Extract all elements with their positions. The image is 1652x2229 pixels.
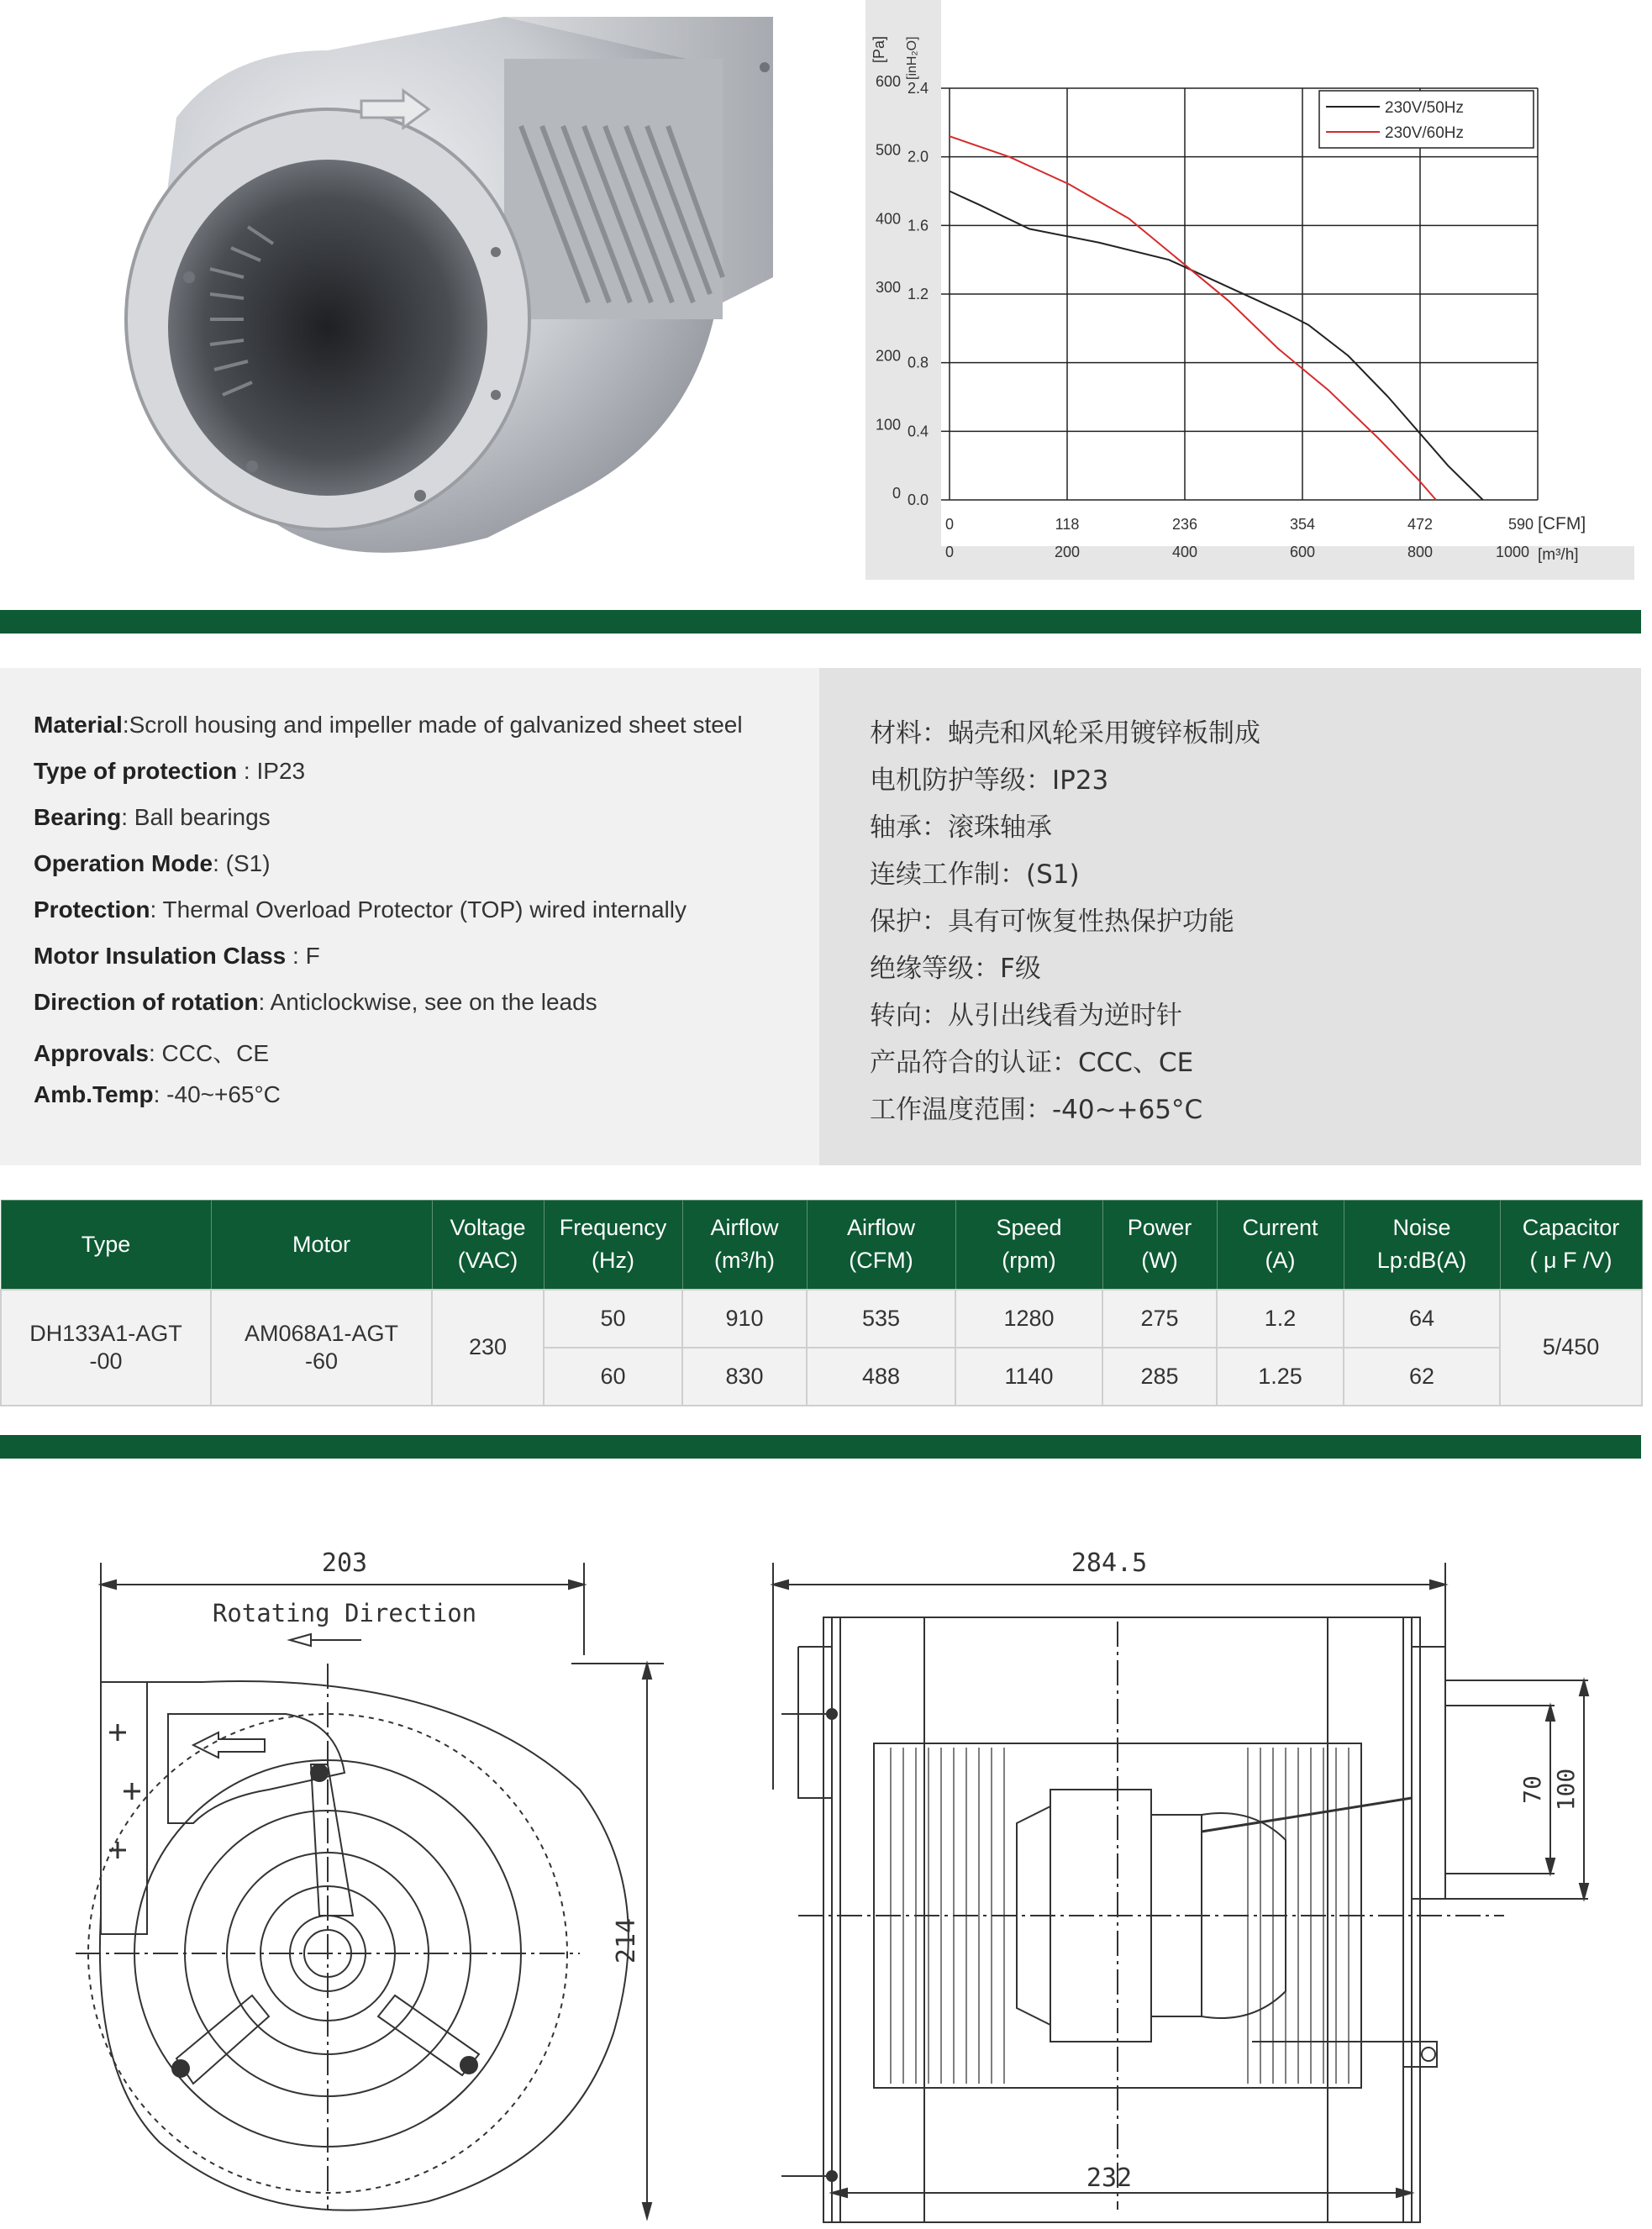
cell-current: 1.25 bbox=[1217, 1348, 1344, 1406]
x-tick-label-m3h: 800 bbox=[1407, 544, 1434, 560]
spec-bearing: Bearing: Ball bearings bbox=[34, 804, 271, 830]
header-airflow-cfm: Airflow (CFM) bbox=[807, 1201, 955, 1290]
y-tick-label-pa: 500 bbox=[875, 141, 901, 159]
cell-motor: AM068A1-AGT -60 bbox=[211, 1290, 432, 1406]
header-current: Current (A) bbox=[1217, 1201, 1344, 1290]
header-airflow-m3h: Airflow (m³/h) bbox=[682, 1201, 807, 1290]
spec-cn-protection-type: 电机防护等级：IP23 bbox=[870, 765, 1109, 796]
x-tick-label-cfm: 236 bbox=[1171, 516, 1198, 533]
cell-type: DH133A1-AGT -00 bbox=[1, 1290, 211, 1406]
x-tick-label-cfm: 0 bbox=[944, 516, 955, 533]
cell-power: 285 bbox=[1102, 1348, 1217, 1406]
y-tick-label-inh2o: 0.0 bbox=[908, 492, 929, 508]
x-tick-label-cfm: 354 bbox=[1289, 516, 1316, 533]
legend-label: 230V/60Hz bbox=[1385, 124, 1465, 142]
x-axis-label: [CFM] bbox=[1538, 514, 1586, 534]
header-voltage: Voltage (VAC) bbox=[432, 1201, 544, 1290]
y-tick-label-inh2o: 1.6 bbox=[908, 217, 929, 234]
table-row bbox=[1, 1290, 1642, 1348]
header-motor: Motor bbox=[211, 1201, 432, 1290]
cell-airflow-m3h: 910 bbox=[682, 1290, 807, 1348]
x-tick-label-cfm: 118 bbox=[1055, 516, 1080, 533]
spec-protection-type: Type of protection : IP23 bbox=[34, 758, 306, 784]
y-tick-label-pa: 300 bbox=[875, 279, 901, 296]
performance-table bbox=[0, 1200, 1641, 1406]
dim-100: 100 bbox=[1552, 1768, 1580, 1811]
spec-cn-bearing: 轴承：滚珠轴承 bbox=[870, 812, 1052, 843]
y-tick-label-pa: 600 bbox=[875, 73, 901, 90]
dim-height-214: 214 bbox=[612, 1917, 641, 1964]
y-tick-label-inh2o: 0.8 bbox=[908, 354, 929, 371]
x-tick-label-m3h: 0 bbox=[944, 544, 955, 560]
spec-cn-temp: 工作温度范围：-40~+65°C bbox=[870, 1095, 1203, 1125]
header-noise: Noise Lp:dB(A) bbox=[1344, 1201, 1500, 1290]
header-frequency: Frequency (Hz) bbox=[544, 1201, 682, 1290]
cell-capacitor: 5/450 bbox=[1500, 1290, 1642, 1406]
x-tick-label-m3h: 400 bbox=[1171, 544, 1198, 560]
cell-airflow-cfm: 535 bbox=[807, 1290, 955, 1348]
spec-cn-rotation: 转向：从引出线看为逆时针 bbox=[870, 1001, 1182, 1031]
cell-voltage: 230 bbox=[432, 1290, 544, 1406]
cell-frequency: 50 bbox=[544, 1290, 682, 1348]
performance-chart bbox=[865, 0, 1634, 580]
spec-material: Material:Scroll housing and impeller made of galvanized sheet steel bbox=[34, 712, 743, 738]
front-view-drawing bbox=[76, 1538, 697, 2226]
header-power: Power (W) bbox=[1102, 1201, 1217, 1290]
y-tick-label-inh2o: 2.4 bbox=[908, 80, 929, 97]
x-tick-label-m3h: 1000 bbox=[1495, 544, 1530, 560]
header-speed: Speed (rpm) bbox=[955, 1201, 1102, 1290]
y-tick-label-pa: 200 bbox=[875, 347, 901, 365]
spec-cn-material: 材料：蜗壳和风轮采用镀锌板制成 bbox=[870, 718, 1260, 749]
spec-insulation: Motor Insulation Class : F bbox=[34, 943, 320, 969]
x-axis-label-secondary: [m³/h] bbox=[1538, 546, 1579, 564]
x-tick-label-cfm: 590 bbox=[1507, 516, 1534, 533]
y-axis-label: [Pa] bbox=[871, 35, 887, 63]
header-capacitor: Capacitor ( μ F /V) bbox=[1500, 1201, 1642, 1290]
x-tick-label-cfm: 472 bbox=[1407, 516, 1434, 533]
spec-cn-operation-mode: 连续工作制：(S1) bbox=[870, 860, 1080, 890]
y-tick-label-inh2o: 1.2 bbox=[908, 286, 929, 302]
spec-cn-approvals: 产品符合的认证：CCC、CE bbox=[870, 1048, 1194, 1078]
legend-label: 230V/50Hz bbox=[1385, 99, 1465, 117]
spec-rotation: Direction of rotation: Anticlockwise, see on the leads bbox=[34, 989, 597, 1015]
product-photo bbox=[50, 0, 790, 588]
cell-noise: 62 bbox=[1344, 1348, 1500, 1406]
cell-current: 1.2 bbox=[1217, 1290, 1344, 1348]
section-divider bbox=[0, 610, 1641, 633]
specifications-chinese bbox=[819, 668, 1641, 1165]
specifications-english bbox=[0, 668, 819, 1165]
cell-power: 275 bbox=[1102, 1290, 1217, 1348]
dim-width-203: 203 bbox=[321, 1548, 368, 1578]
y-tick-label-pa: 0 bbox=[892, 485, 901, 502]
dim-width-284: 284.5 bbox=[1071, 1548, 1148, 1578]
spec-operation-mode: Operation Mode: (S1) bbox=[34, 850, 271, 876]
specifications-panel bbox=[0, 668, 1641, 1165]
y-tick-label-pa: 400 bbox=[875, 210, 901, 228]
performance-chart-svg bbox=[865, 0, 1634, 580]
table-header-row bbox=[1, 1201, 1642, 1290]
section-divider bbox=[0, 1435, 1641, 1459]
y-tick-label-pa: 100 bbox=[875, 416, 901, 434]
spec-protection: Protection: Thermal Overload Protector (TOP) wired internally bbox=[34, 896, 687, 923]
cell-frequency: 60 bbox=[544, 1348, 682, 1406]
cell-speed: 1140 bbox=[955, 1348, 1102, 1406]
cell-noise: 64 bbox=[1344, 1290, 1500, 1348]
x-tick-label-m3h: 200 bbox=[1054, 544, 1081, 560]
rotating-direction-label: Rotating Direction bbox=[212, 1599, 477, 1627]
y-tick-label-inh2o: 2.0 bbox=[908, 148, 929, 166]
cell-airflow-cfm: 488 bbox=[807, 1348, 955, 1406]
header-type: Type bbox=[1, 1201, 211, 1290]
side-view-drawing bbox=[748, 1538, 1613, 2226]
spec-approvals: Approvals: CCC、CE bbox=[34, 1040, 270, 1066]
x-tick-label-m3h: 600 bbox=[1289, 544, 1316, 560]
dim-width-232: 232 bbox=[1086, 2163, 1133, 2193]
spec-cn-insulation: 绝缘等级：F级 bbox=[870, 954, 1041, 984]
spec-temp: Amb.Temp: -40~+65°C bbox=[34, 1081, 281, 1107]
dim-70: 70 bbox=[1518, 1775, 1546, 1804]
y-axis-label-secondary: [inH₂O] bbox=[905, 36, 919, 80]
cell-airflow-m3h: 830 bbox=[682, 1348, 807, 1406]
cell-speed: 1280 bbox=[955, 1290, 1102, 1348]
spec-cn-protection: 保护：具有可恢复性热保护功能 bbox=[870, 907, 1234, 937]
y-tick-label-inh2o: 0.4 bbox=[908, 423, 929, 440]
